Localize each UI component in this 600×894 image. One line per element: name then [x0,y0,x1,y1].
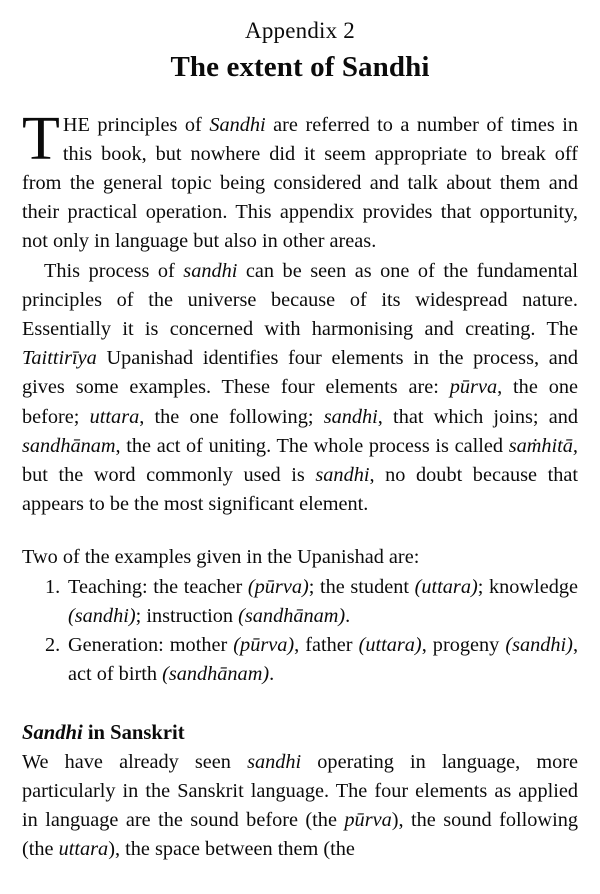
italic-term: (pūrva) [233,634,295,657]
italic-term: saṁhitā, [508,434,578,457]
text-run: but the word commonly used is [22,464,316,487]
italic-term: sandhi [183,259,238,282]
text-run: , the one following; [139,405,324,428]
text-run: , that which joins; and [377,405,578,428]
italic-term: uttara [89,405,140,428]
list-item [22,631,578,689]
italic-term: (sandhānam) [162,663,270,686]
paragraph-intro [22,104,578,257]
italic-term: sandhi [247,750,302,773]
italic-term: Taittirīya [22,347,97,370]
text-run: can be seen as one of the fundamental principles of the universe because of its widespread nature. Essentially it is concerned with harmonising and creating. The [22,259,578,341]
text-run: . [345,604,351,627]
text-run: ; the student [308,575,415,598]
list-item [22,573,578,631]
text-run: We have already seen [22,750,248,773]
section-heading-rest: in Sanskrit [82,721,185,744]
examples-list [22,573,578,690]
text-run: , the act of uniting. The whole process is called [115,434,509,457]
paragraph-process-of-sandhi [22,257,578,520]
text-run: This process of [44,259,184,282]
text-run: , father [294,634,359,657]
italic-term: (uttara) [358,634,422,657]
text-run: are referred to a number of times in this book, but nowhere did it seem appropriate to break off from the general topic being considered and talk about them and their practical operation. This appendix provides that opportunity, not only in language but also in other areas. [22,113,578,253]
text-run: , act of birth [68,634,579,686]
text-run: ; knowledge [477,575,578,598]
italic-term: sandhi [315,464,370,487]
paragraph-sandhi-in-sanskrit [22,748,578,865]
italic-term: sandhānam [22,434,116,457]
text-run: Upanishad identifies four elements in the process, and gives some examples. These four elements are: [22,347,578,399]
text-run: , no doubt because that appears to be the most significant element. [22,464,578,516]
italic-term: (sandhi) [68,604,136,627]
text-run: principles of [89,113,210,136]
italic-term: uttara [58,838,109,861]
page-title: The extent of Sandhi [170,51,430,84]
italic-term: pūrva [449,376,498,399]
italic-term: pūrva [344,808,392,831]
italic-term: (uttara) [414,575,478,598]
text-run: Teaching: the teacher [68,575,248,598]
text-run: ), the space between them (the [108,838,355,861]
italic-term: (pūrva) [247,575,309,598]
section-heading-italic-term: Sandhi [22,721,83,744]
text-run: . [269,663,275,686]
drop-cap: T [22,104,60,173]
page-content [22,0,578,864]
italic-term: (sandhānam) [238,604,346,627]
text-run: ; instruction [135,604,239,627]
small-caps-lead: HE [62,113,90,136]
list-item-number: 2. [45,634,61,657]
text-run: , the one before; [22,376,578,428]
list-intro-text: Two of the examples given in the Upanishad are: [22,546,420,569]
text-run: , progeny [421,634,506,657]
section-heading [22,720,578,746]
italic-term: Sandhi [209,113,266,136]
text-run: ), the sound following (the [22,808,578,861]
italic-term: (sandhi) [505,634,573,657]
text-run: operating in language, more particularly in the Sanskrit language. The four elements as applied in language are the sound before (the [22,750,578,831]
appendix-label: Appendix 2 [245,18,355,43]
text-run: Generation: mother [68,634,234,657]
italic-term: sandhi [323,405,378,428]
list-item-number: 1. [45,575,61,598]
